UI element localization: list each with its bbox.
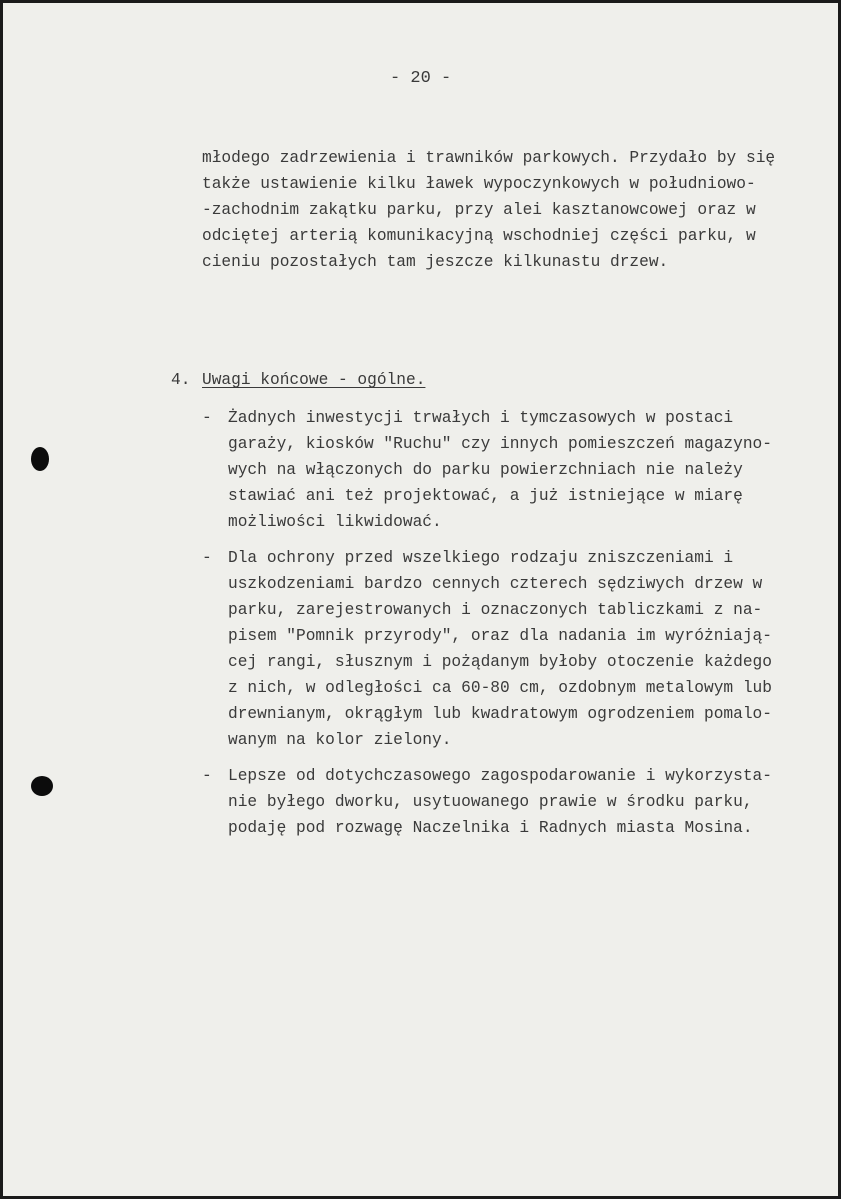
section-title: Uwagi końcowe - ogólne. [202,371,426,389]
text-line: wych na włączonych do parku powierzchniach nie należy [228,461,743,479]
text-line: cieniu pozostałych tam jeszcze kilkunastu drzew. [202,253,669,271]
text-line: -zachodnim zakątku parku, przy alei kasztanowcowej oraz w [202,201,756,219]
bullet-dash: - [202,549,212,567]
text-line: Dla ochrony przed wszelkiego rodzaju zniszczeniami i [228,549,734,567]
section-number: 4. [171,371,191,389]
text-line: wanym na kolor zielony. [228,731,452,749]
text-line: także ustawienie kilku ławek wypoczynkowych w południowo- [202,175,756,193]
text-line: drewnianym, okrągłym lub kwadratowym ogrodzeniem pomalo- [228,705,772,723]
text-line: możliwości likwidować. [228,513,442,531]
bullet-dash: - [202,767,212,785]
text-line: Lepsze od dotychczasowego zagospodarowanie i wykorzysta- [228,767,772,785]
text-line: Żadnych inwestycji trwałych i tymczasowych w postaci [228,409,734,427]
text-line: pisem "Pomnik przyrody", oraz dla nadania im wyróżniają- [228,627,772,645]
text-line: młodego zadrzewienia i trawników parkowych. Przydało by się [202,149,776,167]
text-line: parku, zarejestrowanych i oznaczonych tabliczkami z na- [228,601,763,619]
text-line: podaję pod rozwagę Naczelnika i Radnych miasta Mosina. [228,819,753,837]
text-line: stawiać ani też projektować, a już istniejące w miarę [228,487,743,505]
page-number: - 20 - [390,69,452,88]
text-line: nie byłego dworku, usytuowanego prawie w środku parku, [228,793,753,811]
punch-hole-bottom [31,776,53,796]
punch-hole-top [31,447,49,471]
text-line: garaży, kiosków "Ruchu" czy innych pomieszczeń magazyno- [228,435,772,453]
text-line: z nich, w odległości ca 60-80 cm, ozdobnym metalowym lub [228,679,772,697]
text-line: uszkodzeniami bardzo cennych czterech sędziwych drzew w [228,575,763,593]
bullet-dash: - [202,409,212,427]
text-line: odciętej arterią komunikacyjną wschodniej części parku, w [202,227,756,245]
document-page [3,3,838,1196]
text-line: cej rangi, słusznym i pożądanym byłoby otoczenie każdego [228,653,772,671]
